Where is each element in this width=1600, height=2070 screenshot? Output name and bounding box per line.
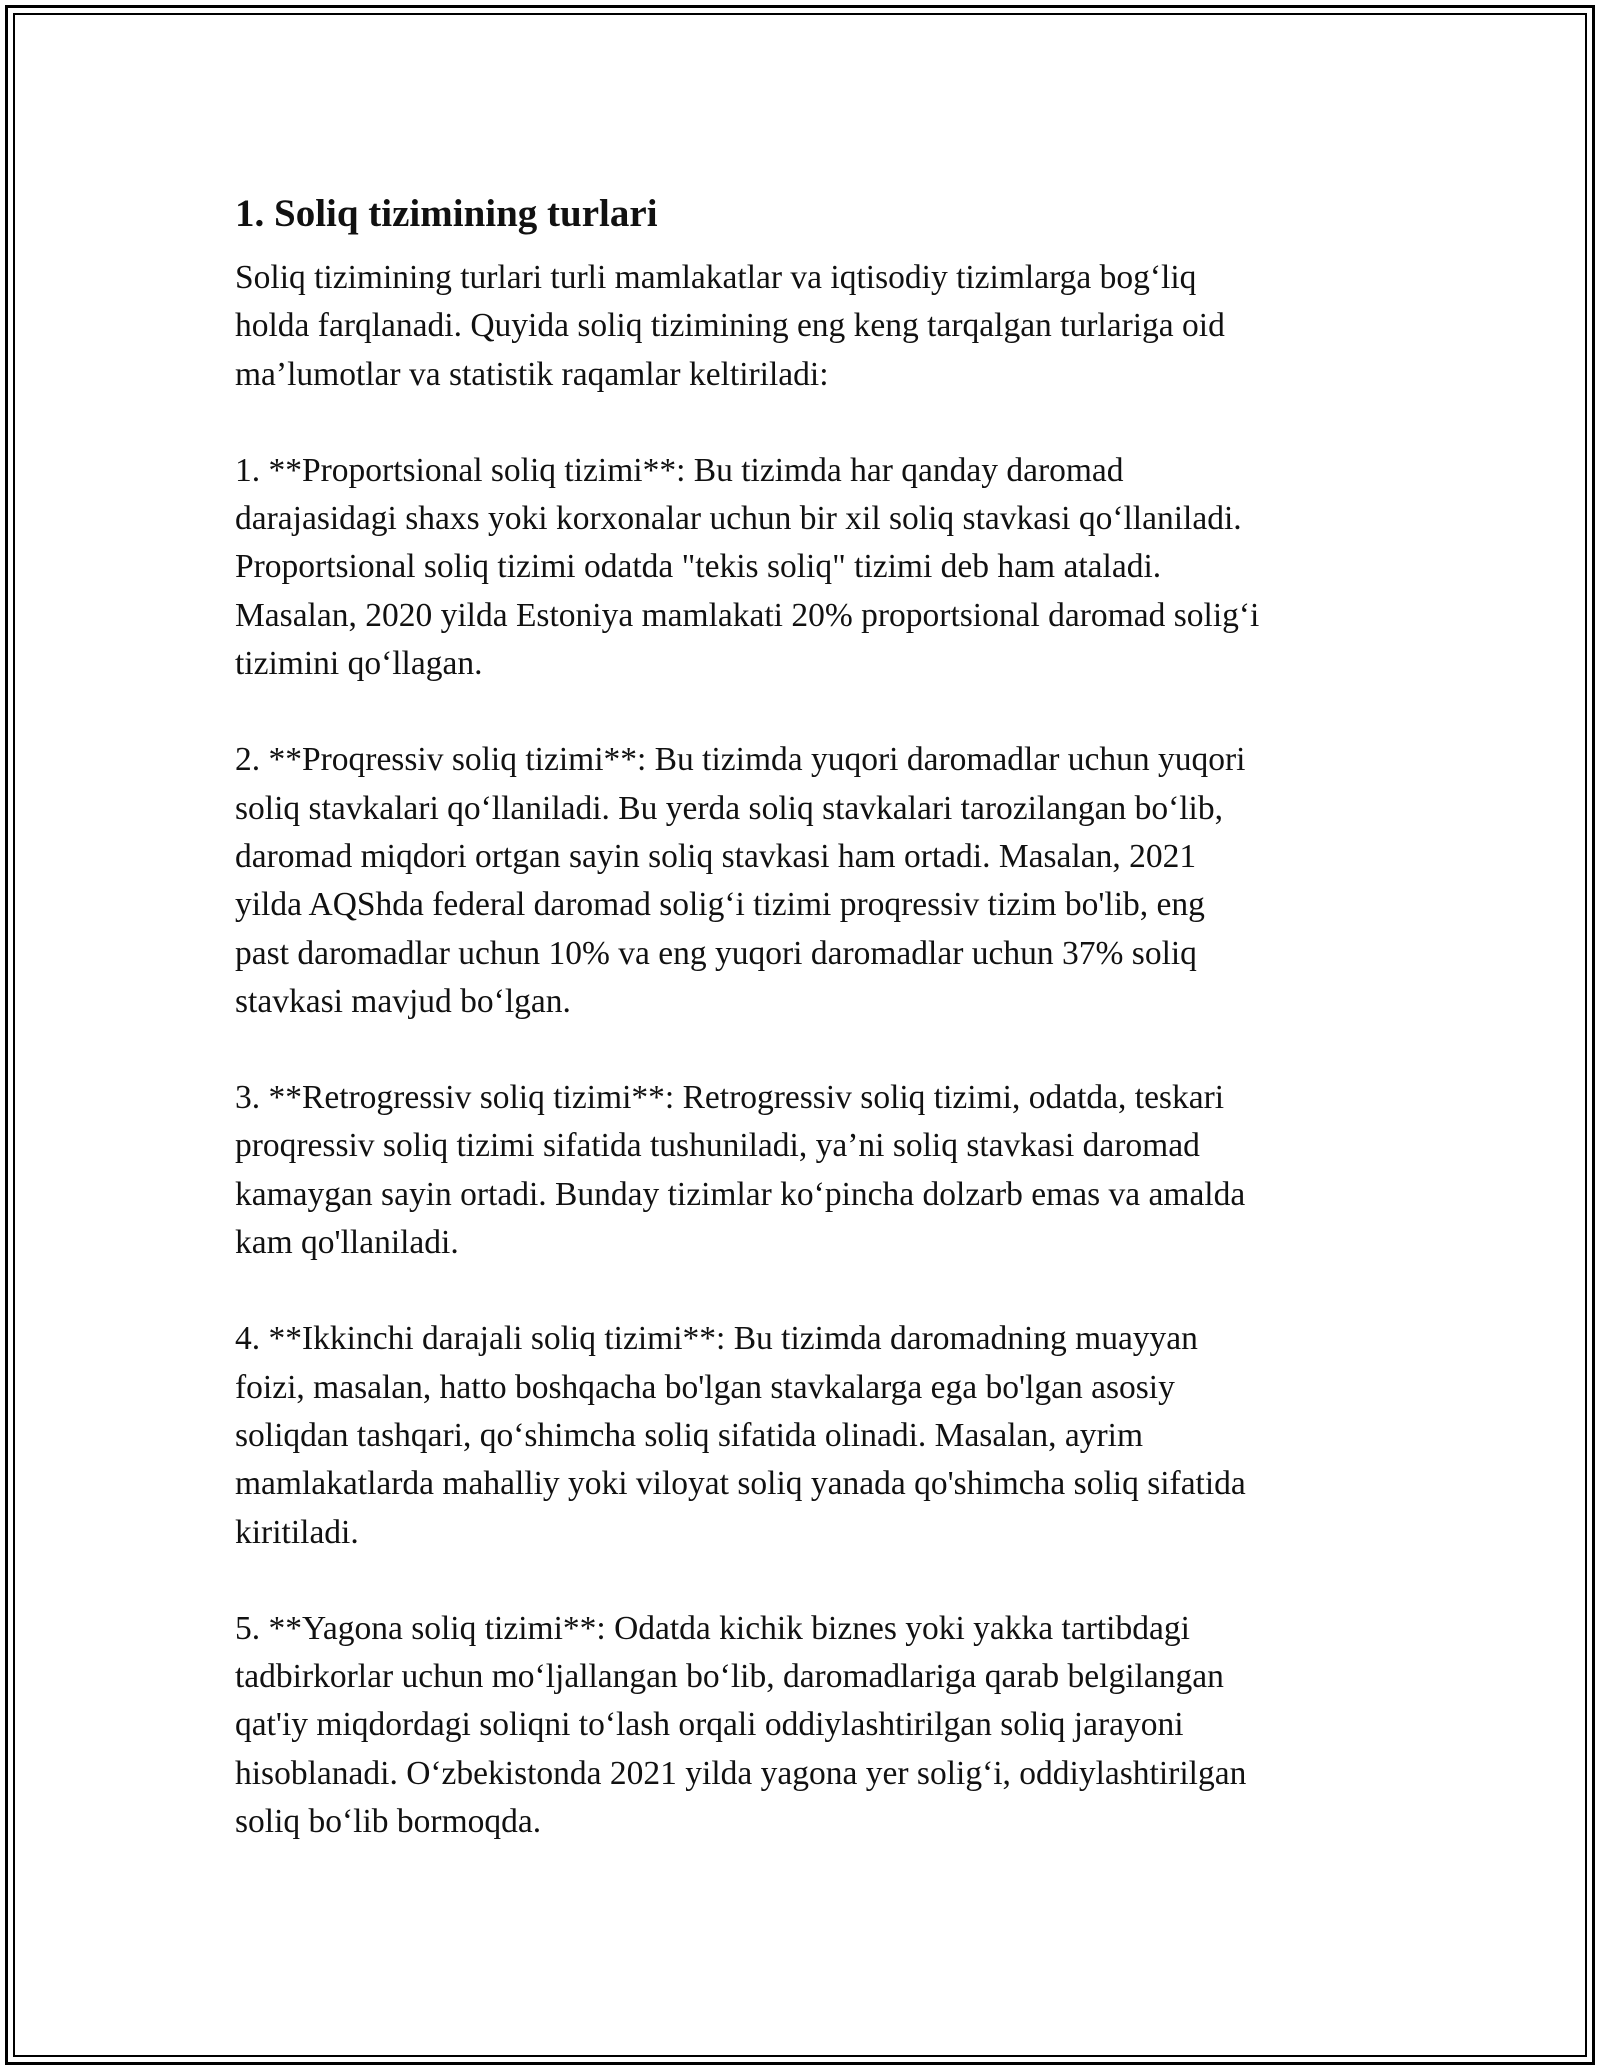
- paragraph-line: mamlakatlarda mahalliy yoki viloyat soliq yanada qo'shimcha soliq sifatida: [235, 1465, 1246, 1503]
- paragraph-line: soliq bo‘lib bormoqda.: [235, 1803, 542, 1841]
- paragraph-proportional-tax: [235, 447, 1375, 688]
- paragraph-line: stavkasi mavjud bo‘lgan.: [235, 982, 571, 1020]
- paragraph-line: kamaygan sayin ortadi. Bunday tizimlar ko‘pincha dolzarb emas va amalda: [235, 1175, 1246, 1213]
- paragraph-line: darajasidagi shaxs yoki korxonalar uchun bir xil soliq stavkasi qo‘llaniladi.: [235, 500, 1242, 538]
- paragraph-progressive-tax: [235, 736, 1375, 1026]
- paragraph-line: kiritiladi.: [235, 1513, 359, 1551]
- paragraph-line: Masalan, 2020 yilda Estoniya mamlakati 20% proportsional daromad solig‘i: [235, 596, 1260, 634]
- paragraph-line: kam qo'llaniladi.: [235, 1224, 459, 1262]
- paragraph-line: soliqdan tashqari, qo‘shimcha soliq sifatida olinadi. Masalan, ayrim: [235, 1416, 1144, 1454]
- paragraph-line: tadbirkorlar uchun mo‘ljallangan bo‘lib, daromadlariga qarab belgilangan: [235, 1658, 1224, 1696]
- paragraph-line: 4. **Ikkinchi darajali soliq tizimi**: Bu tizimda daromadning muayyan: [235, 1320, 1198, 1358]
- document-body: [235, 188, 1375, 1894]
- paragraph-line: ma’lumotlar va statistik raqamlar keltiriladi:: [235, 355, 829, 393]
- paragraph-line: tizimini qo‘llagan.: [235, 645, 483, 683]
- paragraph-line: Proportsional soliq tizimi odatda "tekis soliq" tizimi deb ham ataladi.: [235, 548, 1162, 586]
- paragraph-line: past daromadlar uchun 10% va eng yuqori daromadlar uchun 37% soliq: [235, 934, 1197, 972]
- paragraph-line: proqressiv soliq tizimi sifatida tushuniladi, ya’ni soliq stavkasi daromad: [235, 1127, 1200, 1165]
- paragraph-secondary-tax: [235, 1315, 1375, 1556]
- paragraph-line: 3. **Retrogressiv soliq tizimi**: Retrogressiv soliq tizimi, odatda, teskari: [235, 1079, 1225, 1117]
- paragraph-line: soliq stavkalari qo‘llaniladi. Bu yerda soliq stavkalari tarozilangan bo‘lib,: [235, 789, 1223, 827]
- paragraph-line: 2. **Proqressiv soliq tizimi**: Bu tizimda yuqori daromadlar uchun yuqori: [235, 741, 1246, 779]
- paragraph-line: foizi, masalan, hatto boshqacha bo'lgan stavkalarga ega bo'lgan asosiy: [235, 1368, 1175, 1406]
- paragraph-line: daromad miqdori ortgan sayin soliq stavkasi ham ortadi. Masalan, 2021: [235, 837, 1197, 875]
- paragraph-line: hisoblanadi. O‘zbekistonda 2021 yilda yagona yer solig‘i, oddiylashtirilgan: [235, 1754, 1247, 1792]
- paragraph-line: qat'iy miqdordagi soliqni to‘lash orqali oddiylashtirilgan soliq jarayoni: [235, 1706, 1184, 1744]
- paragraph-intro: [235, 254, 1375, 399]
- paragraph-line: holda farqlanadi. Quyida soliq tizimining eng keng tarqalgan turlariga oid: [235, 307, 1225, 345]
- document-title: 1. Soliq tizimining turlari: [235, 192, 658, 235]
- paragraph-line: 5. **Yagona soliq tizimi**: Odatda kichik biznes yoki yakka tartibdagi: [235, 1609, 1190, 1647]
- paragraph-line: Soliq tizimining turlari turli mamlakatlar va iqtisodiy tizimlarga bog‘liq: [235, 259, 1197, 296]
- paragraph-line: yilda AQShda federal daromad solig‘i tizimi proqressiv tizim bo'lib, eng: [235, 886, 1205, 924]
- paragraph-line: 1. **Proportsional soliq tizimi**: Bu tizimda har qanday daromad: [235, 451, 1124, 489]
- paragraph-single-tax: [235, 1605, 1375, 1846]
- paragraph-regressive-tax: [235, 1074, 1375, 1267]
